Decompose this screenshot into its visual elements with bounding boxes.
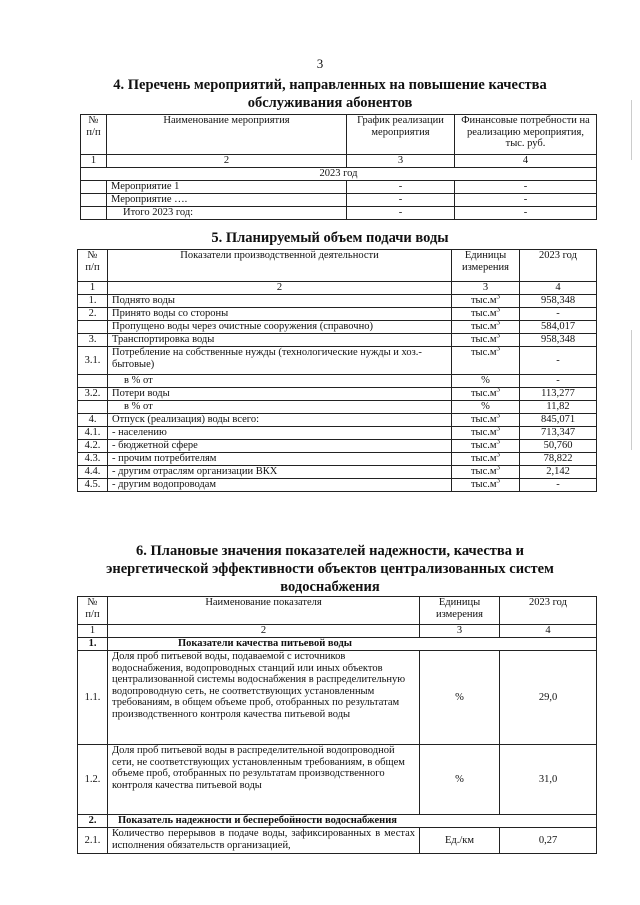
measure-schedule: - [347,207,455,220]
table-row [78,466,597,479]
indicator-name: Количество перерывов в подаче воды, зафиксированных в местах исполнения обязательств организацией, [108,828,420,854]
year-row: 2023 год [81,168,597,181]
col-header: Финансовые потребности на реализацию мероприятия, тыс. руб. [455,115,597,155]
col-number: 2 [108,625,420,638]
value: 113,277 [520,388,597,401]
value: - [520,347,597,375]
value: - [520,375,597,388]
row-number: 4.4. [78,466,108,479]
measure-schedule: - [347,181,455,194]
value: 958,348 [520,295,597,308]
value: 50,760 [520,440,597,453]
row-number [78,321,108,334]
group-number: 2. [78,815,108,828]
indicator-name: Потери воды [108,388,452,401]
table-row [78,334,597,347]
row-number: 4.1. [78,427,108,440]
unit [452,334,520,347]
table-row [78,308,597,321]
table-row [78,388,597,401]
col-header: Единицы измерения [420,597,500,625]
value: - [520,479,597,492]
col-header: Наименование показателя [108,597,420,625]
measures-table [80,114,597,220]
indicator-name: Принято воды со стороны [108,308,452,321]
measure-finance: - [455,207,597,220]
table-row [78,375,597,388]
unit-text: тыс.м [470,414,497,425]
unit-exponent: 3 [496,426,501,433]
unit-text: тыс.м [470,466,497,477]
unit-text: тыс.м [470,295,497,306]
value: 11,82 [520,401,597,414]
unit-text: тыс.м [470,321,497,332]
indicators-table [77,596,597,854]
unit-exponent: 3 [496,333,501,340]
unit-text: тыс.м [470,453,497,464]
unit [452,466,520,479]
scan-edge-line [631,330,632,450]
indicator-name: Потребление на собственные нужды (технологические нужды и хоз.-бытовые) [108,347,452,375]
measure-name: Мероприятие 1 [107,181,347,194]
indicator-name: - другим отраслям организации ВКХ [108,466,452,479]
indicator-unit: Ед./км [420,828,500,854]
unit-text: тыс.м [470,334,497,345]
col-header: 2023 год [520,250,597,282]
unit-exponent: 3 [496,439,501,446]
indicator-name: - бюджетной сфере [108,440,452,453]
unit-text: % [481,375,490,386]
indicator-name: Доля проб питьевой воды, подаваемой с источников водоснабжения, водопроводных станций или иных объектов централизованной системы водоснабжения в распределительную водопроводную сеть, не соответствующих установленным требованиям, в общем объеме проб, отобранных по результатам производственного контроля качества питьевой воды [108,651,420,745]
water-supply-table [77,249,597,492]
row-number: 4.2. [78,440,108,453]
col-number: 3 [452,282,520,295]
col-number: 3 [420,625,500,638]
unit-text: тыс.м [470,479,497,490]
unit-text: тыс.м [470,308,497,319]
col-number: 2 [108,282,452,295]
page-number: 3 [316,56,324,71]
indicator-name: Доля проб питьевой воды в распределительной водопроводной сети, не соответствующих установленным требованиям, в общем объеме проб, отобранных по результатам производственного контроля качества питьевой воды [108,745,420,815]
unit [452,479,520,492]
table-row [78,479,597,492]
unit [452,347,520,375]
indicator-value: 0,27 [500,828,597,854]
unit-exponent: 3 [496,452,501,459]
unit [452,321,520,334]
unit [452,308,520,321]
row-number: 3. [78,334,108,347]
col-header: Показатели производственной деятельности [108,250,452,282]
col-number: 1 [81,155,107,168]
unit-exponent: 3 [496,346,501,353]
section-5-title: 5. Планируемый объем подачи воды [211,230,449,246]
row-number: 1.2. [78,745,108,815]
table-row [78,347,597,375]
row-number: 2. [78,308,108,321]
unit-text: тыс.м [470,347,497,358]
row-number: 2.1. [78,828,108,854]
unit-exponent: 3 [496,387,501,394]
indicator-unit: % [420,651,500,745]
section-6-title: 6. Плановые значения показателей надежности, качества и энергетической эффективности объектов централизованных систем водоснабжения [106,543,554,595]
table-row [78,321,597,334]
indicator-name: Транспортировка воды [108,334,452,347]
unit [452,414,520,427]
indicator-value: 31,0 [500,745,597,815]
group-title: Показатели качества питьевой воды [108,638,597,651]
table-row [78,295,597,308]
measure-finance: - [455,194,597,207]
col-number: 1 [78,625,108,638]
unit-exponent: 3 [496,294,501,301]
value: - [520,308,597,321]
value: 2,142 [520,466,597,479]
unit [452,375,520,388]
unit-exponent: 3 [496,320,501,327]
value: 78,822 [520,453,597,466]
measure-name: Мероприятие …. [107,194,347,207]
scan-edge-line [631,100,632,160]
row-number [78,375,108,388]
unit-exponent: 3 [496,465,501,472]
measure-total: Итого 2023 год: [107,207,347,220]
value: 713,347 [520,427,597,440]
col-number: 3 [347,155,455,168]
unit [452,401,520,414]
indicator-name: Поднято воды [108,295,452,308]
unit [452,427,520,440]
indicator-value: 29,0 [500,651,597,745]
unit-exponent: 3 [496,413,501,420]
indicator-unit: % [420,745,500,815]
unit-text: тыс.м [470,388,497,399]
table-row [78,453,597,466]
col-header: График реализации мероприятия [347,115,455,155]
col-header: Наименование мероприятия [107,115,347,155]
indicator-name: - другим водопроводам [108,479,452,492]
row-number [78,401,108,414]
row-number: 1.1. [78,651,108,745]
unit-text: тыс.м [470,440,497,451]
unit [452,388,520,401]
row-number: 3.1. [78,347,108,375]
table-row [78,414,597,427]
unit-text: тыс.м [470,427,497,438]
measure-finance: - [455,181,597,194]
group-number: 1. [78,638,108,651]
col-header: № п/п [78,597,108,625]
group-title: Показатель надежности и бесперебойности водоснабжения [108,815,597,828]
row-number: 1. [78,295,108,308]
unit [452,453,520,466]
col-number: 4 [500,625,597,638]
unit-text: % [481,401,490,412]
col-header: № п/п [81,115,107,155]
col-number: 1 [78,282,108,295]
table-row [78,401,597,414]
table-row [78,440,597,453]
measure-schedule: - [347,194,455,207]
row-number: 4.5. [78,479,108,492]
table-row [78,427,597,440]
col-header: Единицы измерения [452,250,520,282]
row-number: 3.2. [78,388,108,401]
indicator-name: Пропущено воды через очистные сооружения (справочно) [108,321,452,334]
unit-exponent: 3 [496,478,501,485]
col-number: 2 [107,155,347,168]
value: 958,348 [520,334,597,347]
col-number: 4 [520,282,597,295]
row-number: 4.3. [78,453,108,466]
value: 584,017 [520,321,597,334]
indicator-name: в % от [108,375,452,388]
value: 845,071 [520,414,597,427]
section-4-title: 4. Перечень мероприятий, направленных на повышение качества обслуживания абонентов [113,77,547,111]
indicator-name: - населению [108,427,452,440]
indicator-name: Отпуск (реализация) воды всего: [108,414,452,427]
unit-exponent: 3 [496,307,501,314]
unit [452,440,520,453]
unit [452,295,520,308]
indicator-name: - прочим потребителям [108,453,452,466]
indicator-name: в % от [108,401,452,414]
col-number: 4 [455,155,597,168]
col-header: № п/п [78,250,108,282]
row-number: 4. [78,414,108,427]
col-header: 2023 год [500,597,597,625]
